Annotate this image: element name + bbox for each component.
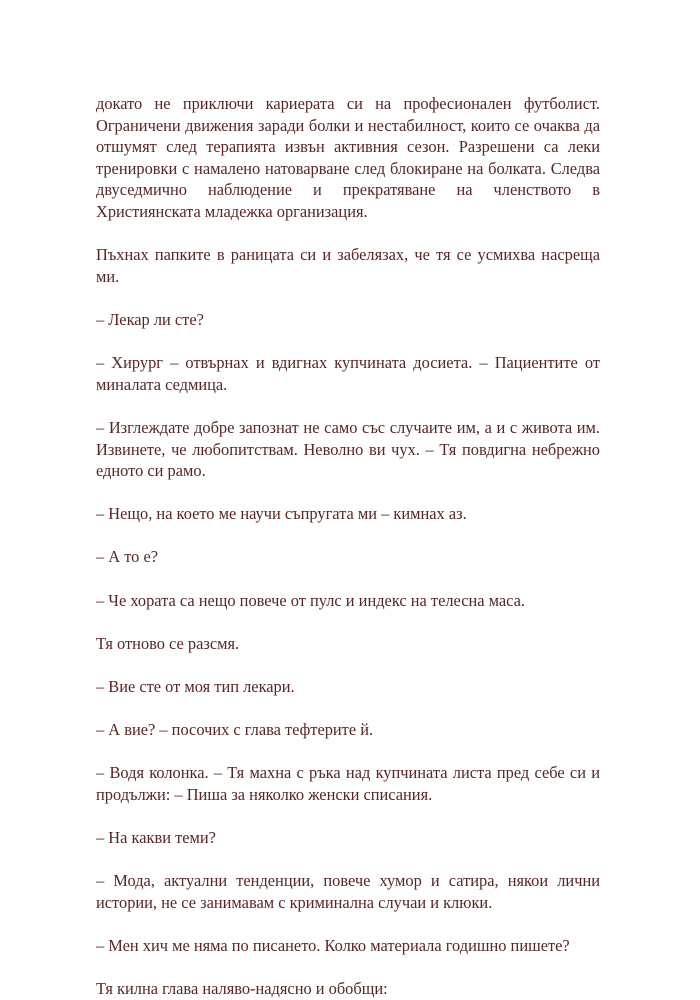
paragraph-5: – Изглеждате добре запознат не само със случаите им, а и с живота им. Извинете, че любопитствам. Неволно ви чух. – Тя повдигна небрежно едното си рамо. [96,417,600,481]
paragraph-14: – Мода, актуални тенденции, повече хумор и сатира, някои лични истории, не се занимавам с криминална случаи и клюки. [96,871,600,912]
document-body [96,93,600,1000]
paragraph-2: Пъхнах папките в раницата си и забелязах, че тя се усмихва насреща ми. [96,245,600,286]
paragraph-13: – На какви теми? [96,828,216,848]
paragraph-11: – А вие? – посочих с глава тефтерите й. [96,720,374,740]
paragraph-3: – Лекар ли сте? [96,309,204,329]
paragraph-16: Тя килна глава наляво-надясно и обобщи: [96,979,388,999]
paragraph-6: – Нещо, на което ме научи съпругата ми – кимнах аз. [96,504,467,524]
paragraph-4: – Хирург – отвърнах и вдигнах купчината досиета. – Пациентите от миналата седмица. [96,353,600,394]
paragraph-9: Тя отново се разсмя. [96,633,240,653]
paragraph-7: – А то е? [96,547,159,567]
paragraph-1: докато не приключи кариерата си на професионален футболист. Ограничени движения заради болки и нестабилност, които се очаква да отшумят след терапията извън активния сезон. Разрешени са леки тренировки с намалено натоварване след блокиране на болката. Следва двуседмично наблюдение и прекратяване на членството в Християнската младежка организация. [96,94,600,221]
paragraph-10: – Вие сте от моя тип лекари. [96,677,295,697]
paragraph-8: – Че хората са нещо повече от пулс и индекс на телесна маса. [96,590,526,610]
paragraph-12: – Водя колонка. – Тя махна с ръка над купчината листа пред себе си и продължи: – Пиша за няколко женски списания. [96,763,600,804]
paragraph-15: – Мен хич ме няма по писането. Колко материала годишно пишете? [96,936,570,956]
